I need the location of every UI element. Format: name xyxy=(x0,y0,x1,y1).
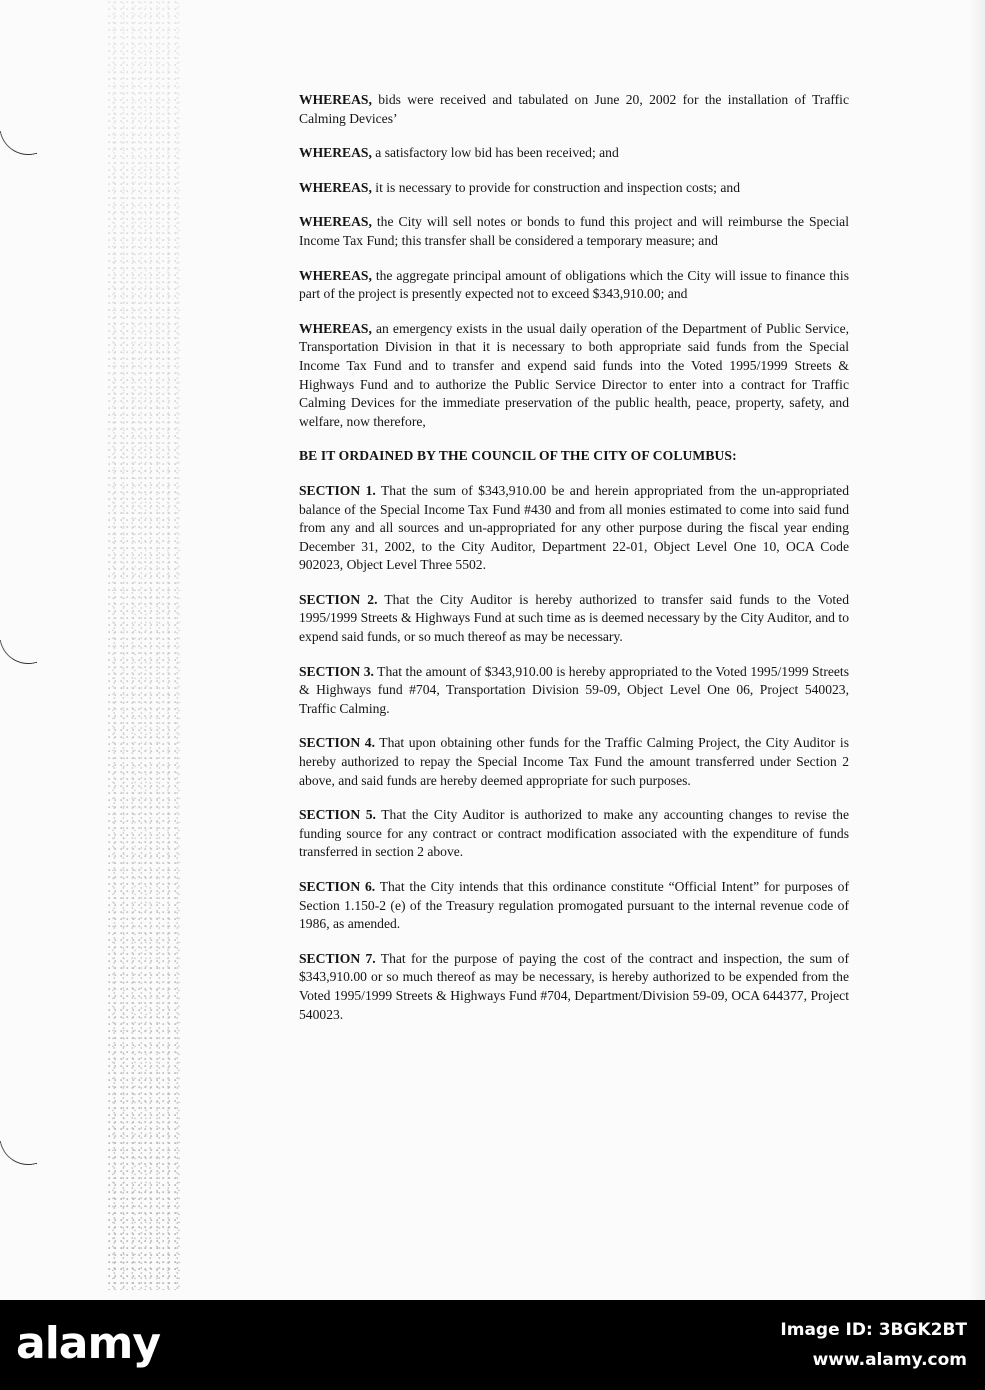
whereas-text: it is necessary to provide for construction and inspection costs; and xyxy=(371,179,740,195)
section-text: That the City Auditor is hereby authorized to transfer said funds to the Voted 1995/1999 Streets & Highways Fund at such time as is deemed necessary by the City Auditor, and to expend said funds, or so much thereof as may be necessary. xyxy=(299,591,849,645)
ordained-heading: BE IT ORDAINED BY THE COUNCIL OF THE CITY OF COLUMBUS: xyxy=(299,448,737,464)
section-paragraph xyxy=(299,591,849,647)
whereas-lead: WHEREAS, xyxy=(299,145,372,161)
section-lead: SECTION 3. xyxy=(299,663,374,679)
site-url-label: www.alamy.com xyxy=(812,1350,967,1370)
whereas-lead: WHEREAS, xyxy=(299,92,372,107)
whereas-lead: WHEREAS, xyxy=(299,320,372,336)
section-paragraph xyxy=(299,878,849,934)
section-lead: SECTION 6. xyxy=(299,879,376,894)
whereas-lead: WHEREAS, xyxy=(299,214,372,230)
section-paragraph xyxy=(299,663,849,719)
whereas-text: a satisfactory low bid has been received; and xyxy=(371,145,619,161)
whereas-text: the aggregate principal amount of obligations which the City will issue to finance this part of the project is presently expected not to exceed $343,910.00; and xyxy=(299,267,849,302)
whereas-lead: WHEREAS, xyxy=(299,179,372,195)
brand-logo: alamy xyxy=(16,1318,160,1369)
section-lead: SECTION 5. xyxy=(299,807,376,823)
punch-hole-mark xyxy=(0,1135,37,1169)
whereas-paragraph xyxy=(299,320,849,432)
section-lead: SECTION 2. xyxy=(299,591,378,607)
section-text: That for the purpose of paying the cost of the contract and inspection, the sum of $343,910.00 or so much thereof as may be necessary, is hereby authorized to be expended from the Voted 1995/1999 Streets & Highways Fund #704, Department/Division 59-09, OCA 644377, Project 540023. xyxy=(299,950,849,1022)
whereas-lead: WHEREAS, xyxy=(299,267,372,283)
whereas-paragraph xyxy=(299,144,849,163)
page-edge-shadow xyxy=(969,0,985,1300)
section-lead: SECTION 4. xyxy=(299,735,375,751)
whereas-paragraph xyxy=(299,91,849,128)
section-paragraph xyxy=(299,950,849,1024)
scan-speckle-strip xyxy=(108,0,180,1290)
punch-hole-mark xyxy=(0,125,37,159)
section-text: That the sum of $343,910.00 be and herein appropriated from the un-appropriated balance of the Special Income Tax Fund #430 and from all monies estimated to come into said fund from any and all sources and un-appropriated for any other purpose during the fiscal year ending December 31, 2002, to the City Auditor, Department 22-01, Object Level One 10, OCA Code 902023, Object Level Three 5502. xyxy=(299,482,849,573)
section-lead: SECTION 1. xyxy=(299,482,376,498)
punch-hole-mark xyxy=(0,634,37,668)
whereas-text: bids were received and tabulated on June 20, 2002 for the installation of Traffic Calming Devices’ xyxy=(299,92,849,126)
whereas-text: the City will sell notes or bonds to fund this project and will reimburse the Special Income Tax Fund; this transfer shall be considered a temporary measure; and xyxy=(299,214,849,248)
whereas-paragraph xyxy=(299,267,849,304)
section-paragraph xyxy=(299,806,849,862)
section-lead: SECTION 7. xyxy=(299,950,376,966)
section-text: That upon obtaining other funds for the Traffic Calming Project, the City Auditor is hereby authorized to repay the Special Income Tax Fund the amount transferred under Section 2 above, and said funds are hereby deemed appropriate for such purposes. xyxy=(299,735,849,788)
whereas-paragraph xyxy=(299,213,849,250)
section-text: That the amount of $343,910.00 is hereby appropriated to the Voted 1995/1999 Streets & Highways fund #704, Transportation Division 59-09, Object Level One 06, Project 540023, Traffic Calming. xyxy=(299,663,849,716)
section-text: That the City intends that this ordinance constitute “Official Intent” for purposes of Section 1.150-2 (e) of the Treasury regulation promogated pursuant to the internal revenue code of 1986, as amended. xyxy=(299,879,849,932)
section-paragraph xyxy=(299,734,849,790)
ordinance-text xyxy=(299,91,849,1040)
stock-footer-bar xyxy=(0,1300,985,1390)
section-text: That the City Auditor is authorized to make any accounting changes to revise the funding source for any contract or contract modification associated with the expenditure of funds transferred in section 2 above. xyxy=(299,807,849,860)
image-id-label: Image ID: 3BGK2BT xyxy=(780,1320,967,1340)
whereas-text: an emergency exists in the usual daily operation of the Department of Public Service, Transportation Division in that it is necessary to both appropriate said funds from the Special Income Tax Fund and to transfer and expend said funds into the Voted 1995/1999 Streets & Highways Fund and to authorize the Public Service Director to enter into a contract for Traffic Calming Devices for the immediate preservation of the public health, peace, property, safety, and welfare, now therefore, xyxy=(299,320,849,429)
section-paragraph xyxy=(299,482,849,575)
whereas-paragraph xyxy=(299,179,849,198)
